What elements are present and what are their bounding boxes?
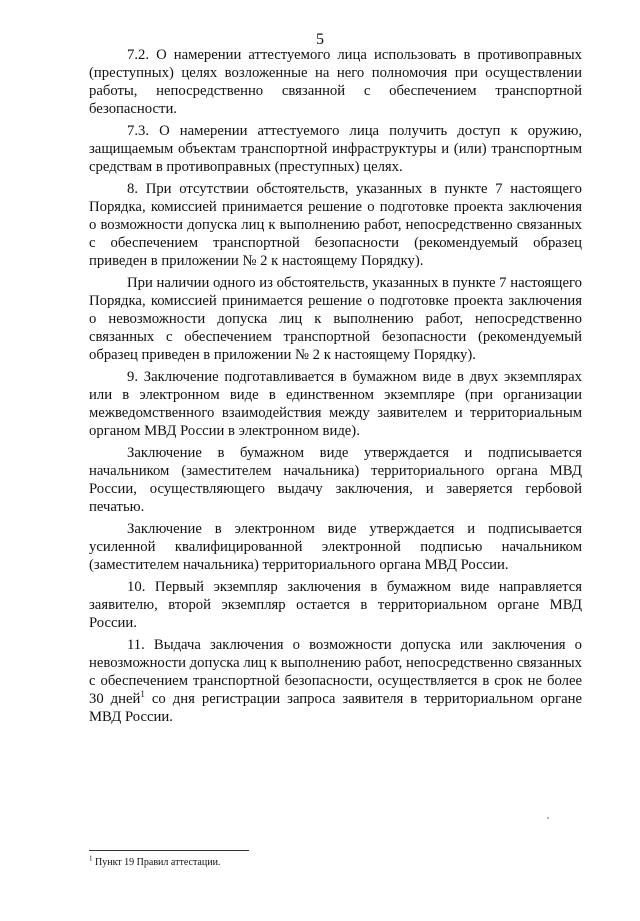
paragraph-11-text: 11. Выдача заключения о возможности допуска или заключения о невозможности допуска лиц к выполнению работ, непосредственно связанных с обеспечением транспортной безопасности, осуществляется в срок не более 30 дней — [89, 637, 582, 707]
paragraph-8-continuation: При наличии одного из обстоятельств, указанных в пункте 7 настоящего Порядка, комиссией принимается решение о подготовке проекта заключения о невозможности допуска лиц к выполнению работ, непосредственно связанных с обеспечением транспортной безопасности (рекомендуемый образец приведен в приложении № 2 к настоящему Порядку). — [89, 275, 582, 363]
page-number: 5 — [316, 31, 324, 48]
paragraph-11 — [89, 636, 582, 726]
footnote-divider — [89, 850, 249, 851]
paragraph-7-3: 7.3. О намерении аттестуемого лица получить доступ к оружию, защищаемым объектам транспортной инфраструктуры и (или) транспортным средствам в противоправных (преступных) целях. — [89, 123, 582, 175]
paragraph-7-2: 7.2. О намерении аттестуемого лица использовать в противоправных (преступных) целях возложенные на него полномочия при осуществлении работы, непосредственно связанной с обеспечением транспортной безопасности. — [89, 47, 582, 117]
paragraph-11-tail: со дня регистрации запроса заявителя в территориальном органе МВД России. — [89, 691, 583, 725]
paragraph-9: 9. Заключение подготавливается в бумажном виде в двух экземплярах или в электронном виде в единственном экземпляре (при организации межведомственного взаимодействия между заявителем и территориальным органом МВД России в электронном виде). — [89, 369, 582, 439]
scan-speck — [547, 817, 549, 819]
footnote-text: Пункт 19 Правил аттестации. — [92, 857, 221, 868]
footnote-reference[interactable]: 1 — [140, 689, 145, 700]
paragraph-9-paper: Заключение в бумажном виде утверждается и подписывается начальником (заместителем начальника) территориального органа МВД России, осуществляющего выдачу заключения, и заверяется гербовой печатью. — [89, 445, 582, 515]
paragraph-8: 8. При отсутствии обстоятельств, указанных в пункте 7 настоящего Порядка, комиссией принимается решение о подготовке проекта заключения о возможности допуска лиц к выполнению работ, непосредственно связанных с обеспечением транспортной безопасности (рекомендуемый образец приведен в приложении № 2 к настоящему Порядку). — [89, 181, 582, 269]
footnote — [89, 856, 582, 869]
document-body — [89, 46, 582, 730]
paragraph-9-electronic: Заключение в электронном виде утверждается и подписывается усиленной квалифицированной электронной подписью начальником (заместителем начальника) территориального органа МВД России. — [89, 521, 582, 573]
paragraph-10: 10. Первый экземпляр заключения в бумажном виде направляется заявителю, второй экземпляр остается в территориальном органе МВД России. — [89, 579, 582, 631]
footnote-mark: 1 — [89, 854, 93, 863]
